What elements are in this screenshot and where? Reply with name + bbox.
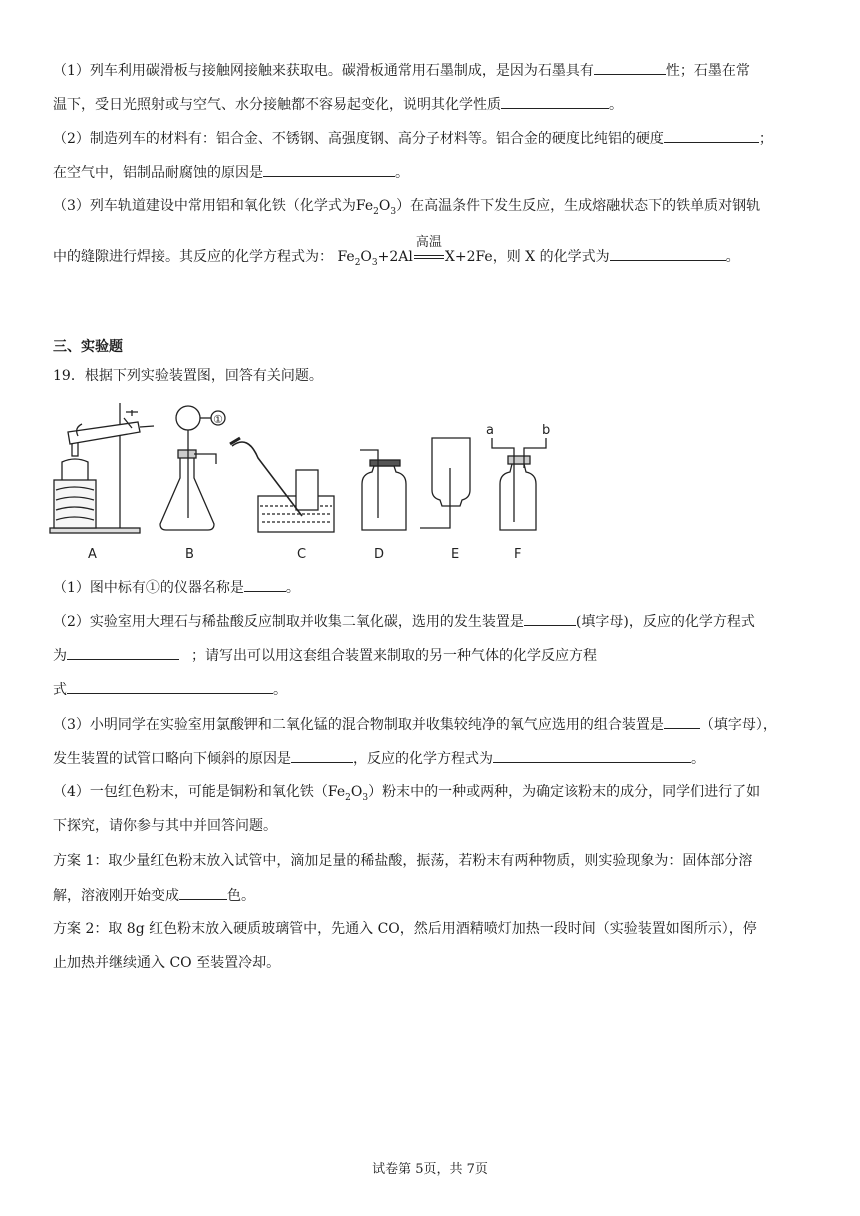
q19-part3-line2: 发生装置的试管口略向下倾斜的原因是 ，反应的化学方程式为 。	[53, 748, 705, 769]
answer-blank[interactable]	[493, 748, 691, 763]
answer-blank[interactable]	[524, 611, 576, 626]
label-a: A	[88, 547, 97, 562]
label-b: B	[185, 547, 194, 562]
section-heading: 三、实验题	[53, 339, 123, 355]
label-c: C	[297, 547, 307, 562]
answer-blank[interactable]	[664, 714, 700, 729]
mark-circle-1: ①	[213, 413, 223, 426]
plan1-line2: 解，溶液刚开始变成 色。	[53, 885, 255, 906]
apparatus-d	[360, 450, 406, 530]
label-e: E	[451, 547, 460, 562]
label-f: F	[514, 547, 522, 562]
answer-blank[interactable]	[67, 679, 273, 694]
q19-part4-line2: 下探究，请你参与其中并回答问题。	[53, 818, 277, 834]
chemical-equation: $Fe_2O_3+2Al$ 高温 X+2Fe	[337, 235, 493, 268]
apparatus-c	[230, 438, 334, 532]
q19-part3-line1: （3）小明同学在实验室用氯酸钾和二氧化锰的混合物制取并收集较纯净的氧气应选用的组合装置是 （填字母），	[53, 714, 777, 735]
q18-part2-line1: （2）制造列车的材料有：铝合金、不锈钢、高强度钢、高分子材料等。铝合金的硬度比纯铝的硬度 ；	[53, 128, 773, 149]
apparatus-figure	[48, 398, 568, 568]
answer-blank[interactable]	[67, 645, 179, 660]
page-footer: 试卷第 5页，共 7页	[372, 1162, 488, 1177]
answer-blank[interactable]	[263, 162, 395, 177]
q18-part3-line2: 中的缝隙进行焊接。其反应的化学方程式为： $Fe_2O_3+2Al$ 高温 X+2Fe，则 X 的化学式为 。	[53, 246, 740, 273]
apparatus-e	[420, 438, 470, 528]
q19-part2-line1: （2）实验室用大理石与稀盐酸反应制取并收集二氧化碳，选用的发生装置是 (填字母)，反应的化学方程式	[53, 611, 755, 632]
q19-part2-line3: 式 。	[53, 679, 287, 700]
plan2-line2: 止加热并继续通入 CO 至装置冷却。	[53, 955, 281, 971]
q18-part2-line2: 在空气中，铝制品耐腐蚀的原因是 。	[53, 162, 409, 183]
answer-blank[interactable]	[594, 60, 666, 75]
q18-part1-line2: 温下，受日光照射或与空气、水分接触都不容易起变化，说明其化学性质 。	[53, 94, 623, 115]
answer-blank[interactable]	[244, 577, 286, 592]
q18-part3-line1: （3）列车轨道建设中常用铝和氧化铁（化学式为$Fe_2O_3$）在高温条件下发生反应，生成熔融状态下的铁单质对钢轨	[53, 198, 761, 217]
label-port-b: b	[542, 423, 551, 438]
answer-blank[interactable]	[501, 94, 609, 109]
answer-blank[interactable]	[664, 128, 759, 143]
plan1-line1: 方案 1：取少量红色粉末放入试管中，滴加足量的稀盐酸，振荡，若粉末有两种物质，则实验现象为：固体部分溶	[53, 853, 753, 869]
apparatus-f	[492, 438, 546, 530]
answer-blank[interactable]	[291, 748, 353, 763]
answer-blank[interactable]	[179, 885, 227, 900]
apparatus-a	[50, 403, 154, 533]
q19-part1: （1）图中标有①的仪器名称是 。	[53, 577, 300, 598]
plan2-line1: 方案 2：取 8g 红色粉末放入硬质玻璃管中，先通入 CO，然后用酒精喷灯加热一段时间（实验装置如图所示），停	[53, 921, 757, 937]
label-port-a: a	[486, 423, 494, 438]
answer-blank[interactable]	[610, 246, 726, 261]
q19-part2-line2: 为 ；请写出可以用这套组合装置来制取的另一种气体的化学反应方程	[53, 645, 597, 666]
q19-part4-line1: （4）一包红色粉末，可能是铜粉和氧化铁$(Fe_2O_3)$粉末中的一种或两种，为确定该粉末的成分，同学们进行了如	[53, 784, 761, 803]
q19-intro: 19．根据下列实验装置图，回答有关问题。	[53, 368, 323, 384]
reaction-condition-arrow: 高温	[413, 247, 445, 267]
label-d: D	[374, 547, 385, 562]
q18-part1-line1: （1）列车利用碳滑板与接触网接触来获取电。碳滑板通常用石墨制成，是因为石墨具有 性；石墨在常	[53, 60, 750, 81]
